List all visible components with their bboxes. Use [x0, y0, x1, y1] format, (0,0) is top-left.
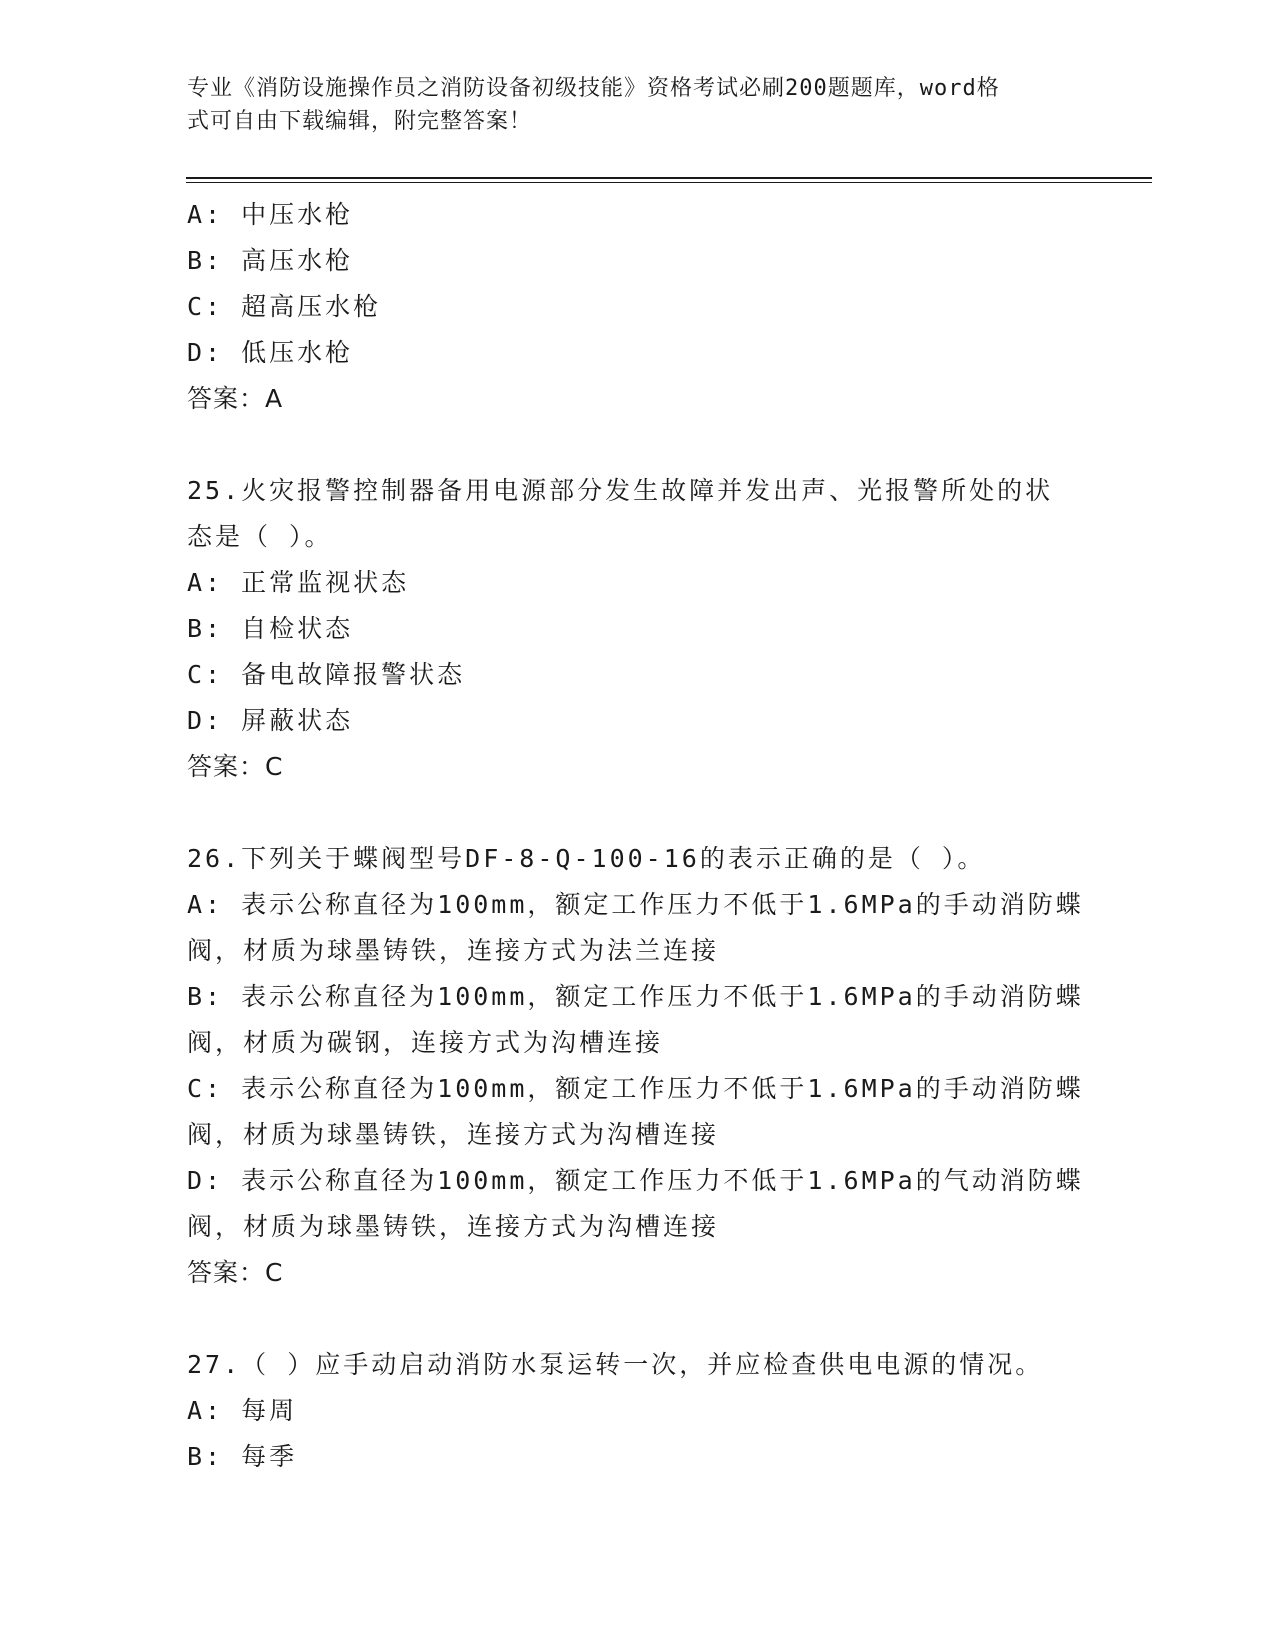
option-d: D: 低压水枪: [187, 338, 354, 367]
header-divider-thin: [186, 182, 1152, 183]
header-divider-thick: [186, 177, 1152, 179]
option-d: D: 表示公称直径为100mm，额定工作压力不低于1.6MPa的气动消防蝶: [187, 1166, 1084, 1195]
option-a: A: 中压水枪: [187, 200, 354, 229]
option-d: D: 屏蔽状态: [187, 706, 354, 735]
option-a: A: 表示公称直径为100mm，额定工作压力不低于1.6MPa的手动消防蝶: [187, 890, 1084, 919]
option-a: A: 每周: [187, 1396, 298, 1425]
document-header: [187, 72, 1067, 138]
question-24: [187, 192, 1087, 422]
question-25: [187, 468, 1087, 790]
spacer: [187, 1296, 1087, 1342]
option-b-continued: 阀，材质为碳钢，连接方式为沟槽连接: [187, 1028, 664, 1057]
question-stem: 27.（ ）应手动启动消防水泵运转一次，并应检查供电电源的情况。: [187, 1350, 1044, 1379]
answer: 答案：A: [187, 384, 284, 413]
option-b: B: 表示公称直径为100mm，额定工作压力不低于1.6MPa的手动消防蝶: [187, 982, 1084, 1011]
option-d-continued: 阀，材质为球墨铸铁，连接方式为沟槽连接: [187, 1212, 720, 1241]
spacer: [187, 790, 1087, 836]
header-line-2: 式可自由下载编辑，附完整答案！: [187, 109, 533, 134]
option-b: B: 自检状态: [187, 614, 354, 643]
option-a: A: 正常监视状态: [187, 568, 410, 597]
option-c: C: 备电故障报警状态: [187, 660, 466, 689]
option-b: B: 每季: [187, 1442, 298, 1471]
question-26: [187, 836, 1087, 1296]
option-c: C: 超高压水枪: [187, 292, 382, 321]
question-stem: 26.下列关于蝶阀型号DF-8-Q-100-16的表示正确的是（ ）。: [187, 844, 986, 873]
option-a-continued: 阀，材质为球墨铸铁，连接方式为法兰连接: [187, 936, 720, 965]
question-stem-continued: 态是（ ）。: [187, 522, 333, 551]
question-list: [187, 192, 1087, 1480]
header-line-1: 专业《消防设施操作员之消防设备初级技能》资格考试必刷200题题库，word格: [187, 76, 1000, 101]
answer: 答案：C: [187, 752, 284, 781]
option-c-continued: 阀，材质为球墨铸铁，连接方式为沟槽连接: [187, 1120, 720, 1149]
answer: 答案：C: [187, 1258, 284, 1287]
spacer: [187, 422, 1087, 468]
question-27: [187, 1342, 1087, 1480]
option-b: B: 高压水枪: [187, 246, 354, 275]
option-c: C: 表示公称直径为100mm，额定工作压力不低于1.6MPa的手动消防蝶: [187, 1074, 1084, 1103]
question-stem: 25.火灾报警控制器备用电源部分发生故障并发出声、光报警所处的状: [187, 476, 1054, 505]
